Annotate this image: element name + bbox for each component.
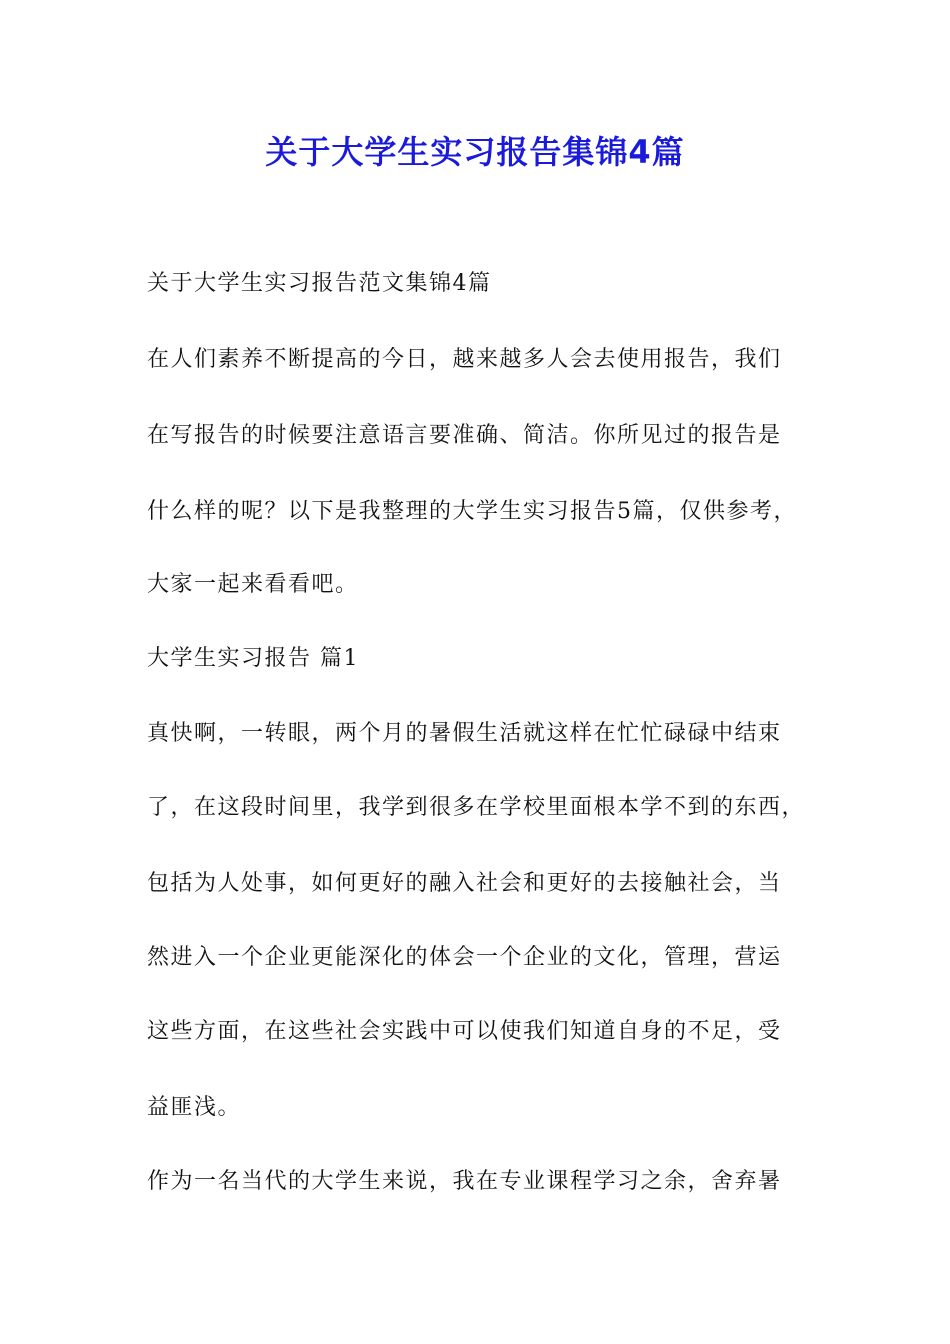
document-title: 关于大学生实习报告集锦4篇	[265, 133, 685, 171]
section-heading: 大学生实习报告 篇1	[147, 646, 359, 671]
paragraph-line: 作为一名当代的大学生来说，我在专业课程学习之余，舍弃暑	[147, 1169, 782, 1194]
paragraph-line: 大家一起来看看吧。	[147, 572, 359, 597]
paragraph-line: 包括为人处事，如何更好的融入社会和更好的去接触社会，当	[147, 871, 782, 896]
paragraph-line: 在人们素养不断提高的今日，越来越多人会去使用报告，我们	[147, 347, 782, 372]
paragraph-line: 了，在这段时间里，我学到很多在学校里面根本学不到的东西，	[147, 795, 806, 820]
paragraph-line: 这些方面，在这些社会实践中可以使我们知道自身的不足，受	[147, 1019, 782, 1044]
subtitle-line: 关于大学生实习报告范文集锦4篇	[147, 271, 492, 296]
paragraph-line: 益匪浅。	[147, 1095, 242, 1120]
paragraph-line: 真快啊，一转眼，两个月的暑假生活就这样在忙忙碌碌中结束	[147, 721, 782, 746]
paragraph-line: 在写报告的时候要注意语言要准确、简洁。你所见过的报告是	[147, 423, 782, 448]
paragraph-line: 什么样的呢？以下是我整理的大学生实习报告5篇，仅供参考，	[147, 499, 797, 524]
paragraph-line: 然进入一个企业更能深化的体会一个企业的文化，管理，营运	[147, 945, 782, 970]
